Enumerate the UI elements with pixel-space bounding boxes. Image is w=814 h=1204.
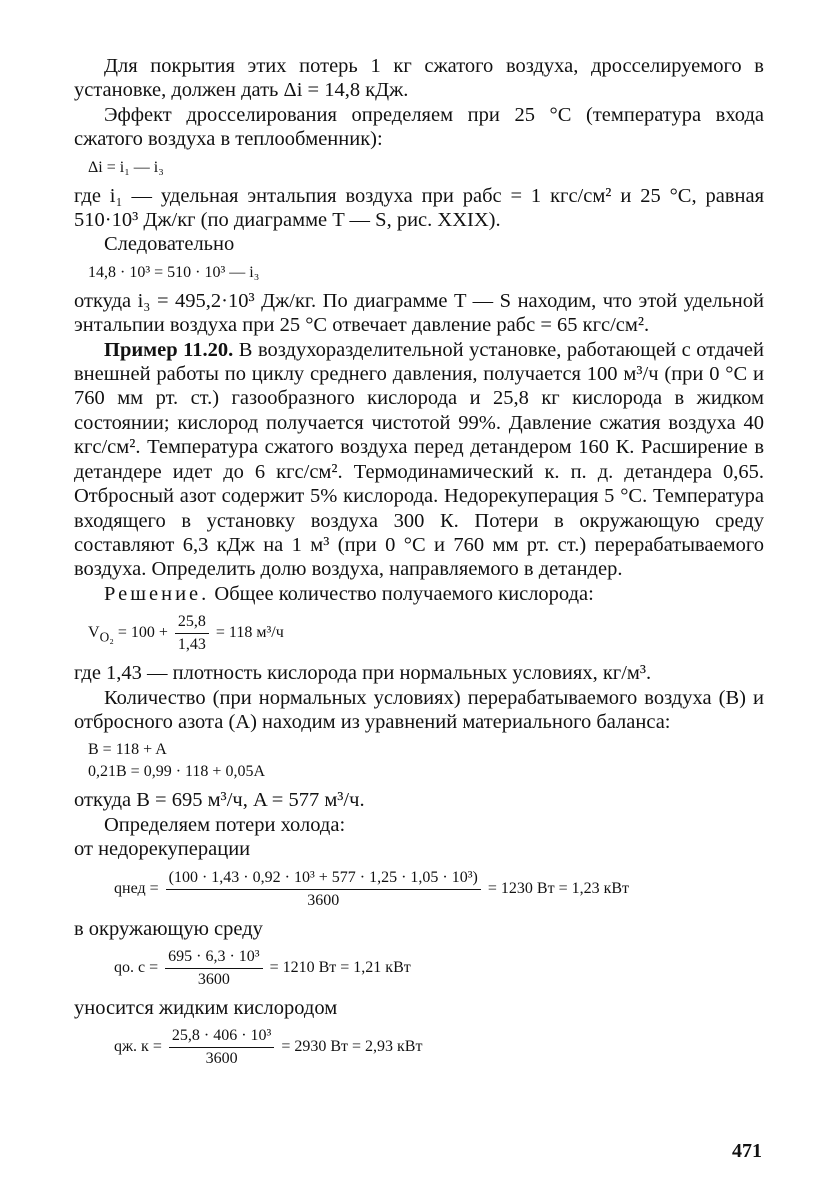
formula-result: = 2930 Вт = 2,93 кВт: [277, 1038, 423, 1056]
denominator: 1,43: [177, 636, 206, 654]
paragraph: где 1,43 — плотность кислорода при нормальных условиях, кг/м³.: [74, 662, 652, 685]
fraction: [165, 947, 262, 990]
solution-label: Решение.: [104, 582, 210, 605]
formula-lhs: qо. с =: [114, 959, 163, 977]
paragraph: Для покрытия этих потерь 1 кг сжатого воздуха, дросселируемого в установке, должен дать Δi = 14,8 кДж.: [74, 55, 764, 102]
denominator: 3600: [197, 970, 230, 988]
formula-oxygen: [88, 612, 764, 655]
solution-paragraph: [74, 582, 764, 606]
fraction: [166, 868, 481, 911]
numerator: 695 · 6,3 · 10³: [165, 947, 262, 969]
formula-liquid-oxygen: [114, 1026, 764, 1069]
formula: 14,8 · 10³ = 510 · 10³ — i₃: [88, 263, 260, 281]
numerator: 25,8: [175, 612, 209, 634]
example-paragraph: [74, 338, 764, 582]
formula-result: = 1230 Вт = 1,23 кВт: [483, 879, 630, 897]
paragraph: Определяем потери холода:: [104, 813, 346, 836]
page-body: [74, 54, 764, 1075]
formula-lhs: qж. к =: [114, 1038, 166, 1056]
denominator: 3600: [205, 1050, 238, 1068]
solution-text: Общее количество получаемого кислорода:: [209, 582, 594, 605]
paragraph: откуда i₃ = 495,2·10³ Дж/кг. По диаграмме T — S находим, что этой удельной энтальпии воздуха при 25 °С отвечает давление pабс = 65 кгс/см².: [74, 289, 764, 337]
example-text: В воздухоразделительной установке, работающей с отдачей внешней работы по циклу среднего давления, получается 100 м³/ч (при 0 °С и 760 мм рт. ст.) газообразного кислорода и 25,8 кг кислорода в жидком состоянии; кислород получается чистотой 99%. Давление сжатия воздуха 40 кгс/см². Температура сжатого воздуха перед детандером 160 К. Расширение в детандере идет до 6 кгс/см². Термодинамический к. п. д. детандера 0,65. Отбросный азот содержит 5% кислорода. Недорекуперация 5 °С. Температура входящего в установку воздуха 300 К. Потери в окружающую среду составляют 6,3 кДж на 1 м³ (при 0 °С и 760 мм рт. ст.) перерабатываемого воздуха. Определить долю воздуха, направляемого в детандер.: [74, 338, 765, 581]
formula-symbol: V: [88, 624, 100, 642]
paragraph: Эффект дросселирования определяем при 25 °С (температура входа сжатого воздуха в теплообменник):: [74, 103, 764, 151]
numerator: 25,8 · 406 · 10³: [169, 1026, 274, 1048]
formula: Δi = i₁ — i₃: [88, 158, 164, 176]
fraction: [169, 1026, 274, 1069]
paragraph: Следовательно: [104, 233, 235, 256]
denominator: 3600: [307, 891, 340, 909]
page-number: 471: [732, 1140, 762, 1162]
paragraph: откуда B = 695 м³/ч, A = 577 м³/ч.: [74, 789, 365, 812]
formula-result: = 118 м³/ч: [211, 624, 284, 642]
numerator: (100 · 1,43 · 0,92 · 10³ + 577 · 1,25 · 1,05 · 10³): [166, 868, 481, 890]
formula-recuperation: [114, 868, 764, 911]
formula-subscript: O₂: [99, 629, 114, 645]
paragraph: где i₁ — удельная энтальпия воздуха при pабс = 1 кгс/см² и 25 °С, равная 510·10³ Дж/кг (по диаграмме T — S, рис. XXIX).: [74, 184, 764, 232]
example-label: Пример 11.20.: [104, 338, 234, 361]
formula-environment: [114, 947, 764, 990]
paragraph: в окружающую среду: [74, 917, 263, 940]
formula-lhs: qнед =: [114, 879, 163, 897]
fraction: [175, 612, 209, 655]
formula: B = 118 + A: [88, 741, 167, 759]
formula-result: = 1210 Вт = 1,21 кВт: [265, 959, 411, 977]
paragraph: уносится жидким кислородом: [74, 996, 338, 1019]
paragraph: от недорекуперации: [74, 838, 251, 861]
formula-eq: = 100 +: [113, 624, 172, 642]
paragraph: Количество (при нормальных условиях) перерабатываемого воздуха (B) и отбросного азота (A) находим из уравнений материального баланса:: [74, 686, 764, 733]
formula: 0,21B = 0,99 · 118 + 0,05A: [88, 763, 266, 781]
